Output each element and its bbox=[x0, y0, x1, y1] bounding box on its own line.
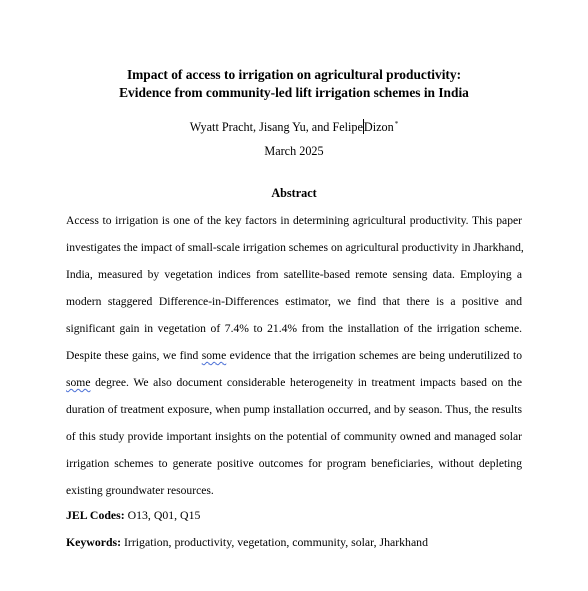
spelling-flagged-word[interactable]: some bbox=[66, 376, 91, 389]
abstract-line: significant gain in vegetation of 7.4% to 21.4% from the installation of the irrigation scheme. bbox=[66, 322, 522, 335]
keywords-value: Irrigation, productivity, vegetation, community, solar, Jharkhand bbox=[121, 535, 428, 549]
authors-text-before-cursor: Wyatt Pracht, Jisang Yu, and Felipe bbox=[189, 120, 363, 134]
spelling-flagged-word[interactable]: some bbox=[201, 349, 227, 362]
abstract-line: modern staggered Difference-in-Differences estimator, we find that there is a positive and bbox=[66, 295, 522, 308]
abstract-body[interactable] bbox=[66, 207, 522, 504]
abstract-line-segment: Despite these gains, we find bbox=[66, 349, 202, 362]
abstract-line: Access to irrigation is one of the key factors in determining agricultural productivity. This paper bbox=[66, 214, 522, 227]
title-line-2: Evidence from community-led lift irrigation schemes in India bbox=[119, 85, 469, 100]
abstract-line: existing groundwater resources. bbox=[66, 484, 214, 497]
abstract-line-segment: evidence that the irrigation schemes are being underutilized to bbox=[226, 349, 522, 362]
abstract-line: irrigation schemes to generate positive outcomes for program beneficiaries, without depleting bbox=[66, 457, 522, 470]
abstract-line: investigates the impact of small-scale irrigation schemes on agricultural productivity in Jharkhand, bbox=[66, 241, 524, 254]
jel-codes-value: O13, Q01, Q15 bbox=[124, 508, 201, 522]
abstract-line: India, measured by vegetation indices from satellite-based remote sensing data. Employing a bbox=[66, 268, 522, 281]
author-footnote-mark: * bbox=[394, 120, 399, 128]
abstract-line: duration of treatment exposure, when pump installation occurred, and by season. Thus, the results bbox=[66, 403, 522, 416]
keywords-label: Keywords: bbox=[66, 535, 122, 549]
abstract-line-with-spelling-flag bbox=[66, 342, 522, 369]
keywords bbox=[66, 534, 428, 550]
abstract-line: of this study provide important insights on the potential of community owned and managed solar bbox=[66, 430, 522, 443]
author-list[interactable] bbox=[0, 116, 588, 135]
authors-text-after-cursor: Dizon bbox=[363, 120, 394, 134]
abstract-line-segment: degree. We also document considerable heterogeneity in treatment impacts based on the bbox=[90, 376, 522, 389]
jel-codes bbox=[66, 507, 200, 523]
paper-date: March 2025 bbox=[264, 144, 324, 158]
abstract-line-with-spelling-flag bbox=[66, 369, 522, 396]
title-line-1: Impact of access to irrigation on agricultural productivity: bbox=[126, 67, 462, 82]
jel-codes-label: JEL Codes: bbox=[66, 508, 125, 522]
paper-title bbox=[0, 66, 588, 102]
abstract-heading: Abstract bbox=[271, 186, 317, 200]
